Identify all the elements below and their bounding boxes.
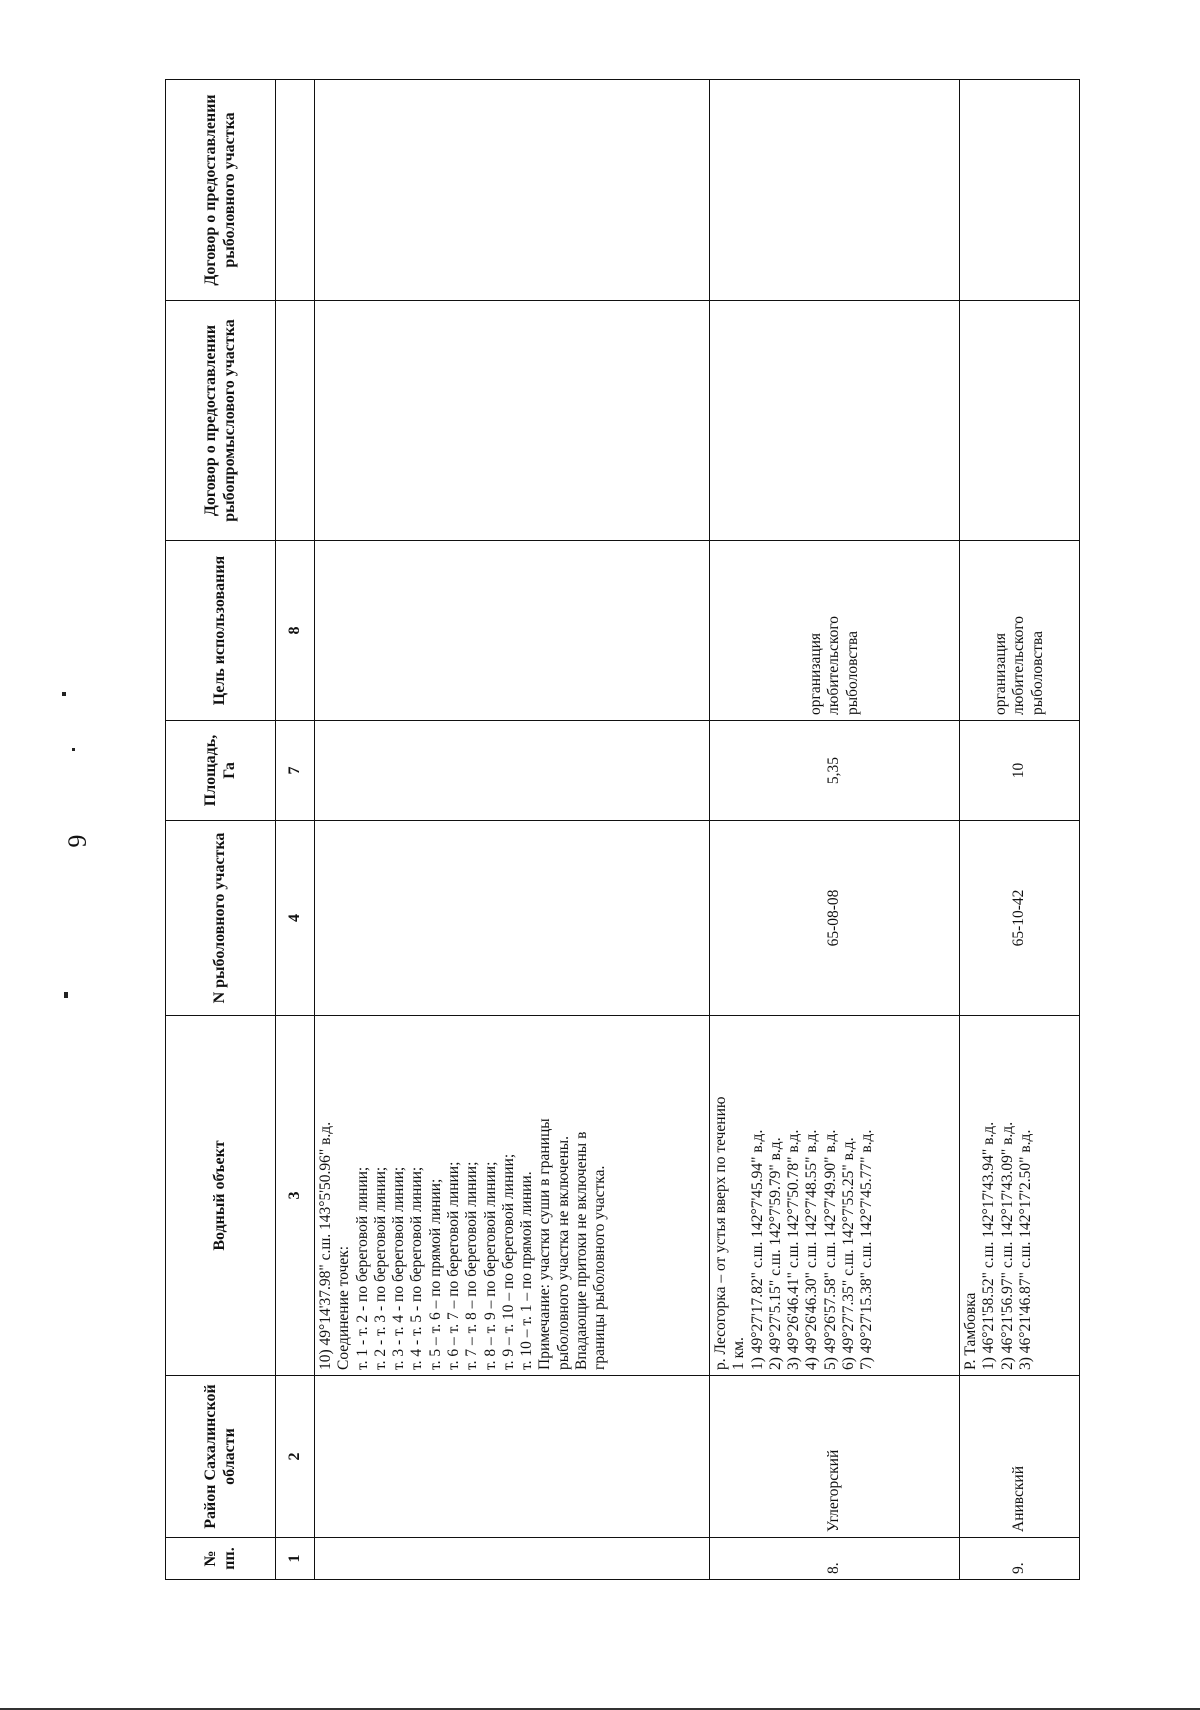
cell-contract-commercial <box>710 301 960 541</box>
text-line: т. 7 – т. 8 – по береговой линии; <box>463 1161 481 1370</box>
column-number: 4 <box>276 821 315 1016</box>
header-num: № пп. <box>166 1538 276 1580</box>
text-line: т. 6 – т. 7 – по береговой линии; <box>444 1161 462 1370</box>
cell-purpose <box>315 541 710 721</box>
cell-site-number: 65-08-08 <box>710 821 960 1016</box>
cell-district <box>315 1376 710 1538</box>
cell-contract-fishing <box>710 80 960 301</box>
cell-district: Анивский <box>960 1376 1080 1538</box>
text-line: т. 9 – т. 10 – по береговой линии; <box>499 1153 517 1370</box>
text-line: Впадающие притоки не включены в <box>572 1131 590 1370</box>
text-line: 2) 49°27'5.15" с.ш. 142°7'59.79" в.д. <box>766 1137 784 1370</box>
header-row <box>166 80 276 1580</box>
cell-district: Углегорский <box>710 1376 960 1538</box>
scan-speck <box>64 992 68 998</box>
cell-area: 10 <box>960 721 1080 821</box>
fishing-sites-table <box>165 79 1080 1580</box>
header-site-number: N рыболовного участка <box>166 821 276 1016</box>
scan-speck <box>72 748 75 751</box>
continuation-row <box>315 80 710 1580</box>
cell-purpose: организация любительского рыболовства <box>710 541 960 721</box>
cell-num: 8. <box>710 1538 960 1580</box>
cell-contract-commercial <box>315 301 710 541</box>
header-district: Район Сахалинской области <box>166 1376 276 1538</box>
text-line: 5) 49°26'57.58" с.ш. 142°7'49.90" в.д. <box>821 1129 839 1370</box>
header-area: Площадь, Га <box>166 721 276 821</box>
text-line: т. 10 – т. 1 – по прямой линии. <box>518 1171 536 1370</box>
table-row <box>960 80 1080 1580</box>
cell-contract-fishing <box>960 80 1080 301</box>
cell-site-number: 65-10-42 <box>960 821 1080 1016</box>
cell-num <box>315 1538 710 1580</box>
text-line: Примечание: участки суши в границы <box>536 1118 554 1370</box>
column-number <box>276 301 315 541</box>
text-line: т. 8 – т. 9 – по береговой линии; <box>481 1161 499 1370</box>
column-number-row <box>276 80 315 1580</box>
scan-speck <box>62 692 66 696</box>
cell-contract-commercial <box>960 301 1080 541</box>
column-number: 7 <box>276 721 315 821</box>
column-number: 3 <box>276 1016 315 1376</box>
text-line: 10) 49°14'37.98" с.ш. 143°5'50.96" в.д. <box>317 1121 334 1370</box>
text-line: границы рыболовного участка. <box>591 1165 609 1370</box>
column-number: 1 <box>276 1538 315 1580</box>
table-row <box>710 80 960 1580</box>
text-line: 1) 46°21'58.52" с.ш. 142°17'43.94" в.д. <box>980 1121 998 1370</box>
text-line: 4) 49°26'46.30" с.ш. 142°7'48.55" в.д. <box>803 1129 821 1370</box>
header-contract-commercial: Договор о предоставлении рыбопромыслового участка <box>166 301 276 541</box>
text-line: 3) 46°21'46.87" с.ш. 142°17'2.50" в.д. <box>1016 1129 1034 1370</box>
cell-water-object <box>710 1016 960 1376</box>
cell-contract-fishing <box>315 80 710 301</box>
cell-purpose: организация любительского рыболовства <box>960 541 1080 721</box>
text-line: рыболовного участка не включены. <box>554 1135 572 1370</box>
text-line: т. 5 – т. 6 – по прямой линии; <box>426 1178 444 1370</box>
text-line: Соединение точек: <box>335 1245 353 1370</box>
cell-site-number <box>315 821 710 1016</box>
cell-water-object <box>960 1016 1080 1376</box>
text-line: т. 4 - т. 5 - по береговой линии; <box>408 1166 426 1370</box>
text-line: 1) 49°27'17.82" с.ш. 142°7'45.94" в.д. <box>748 1129 766 1370</box>
text-line: Р. Тамбовка <box>962 1292 979 1370</box>
cell-area <box>315 721 710 821</box>
header-water-object: Водный объект <box>166 1016 276 1376</box>
text-line: 6) 49°27'7.35" с.ш. 142°7'55.25" в.д. <box>839 1137 857 1370</box>
column-number: 8 <box>276 541 315 721</box>
text-line: р. Лесогорка – от устья вверх по течению <box>712 1096 729 1370</box>
text-line: 1 км. <box>730 1337 748 1370</box>
text-line: 7) 49°27'15.38" с.ш. 142°7'45.77" в.д. <box>858 1129 876 1370</box>
text-line: 3) 49°26'46.41" с.ш. 142°7'50.78" в.д. <box>785 1129 803 1370</box>
column-number <box>276 80 315 301</box>
cell-num: 9. <box>960 1538 1080 1580</box>
page-number: 6 <box>62 834 92 848</box>
text-line: т. 1 - т. 2 - по береговой линии; <box>353 1166 371 1370</box>
column-number: 2 <box>276 1376 315 1538</box>
cell-area: 5,35 <box>710 721 960 821</box>
text-line: 2) 46°21'56.97" с.ш. 142°17'43.09" в.д. <box>998 1121 1016 1370</box>
cell-water-object <box>315 1016 710 1376</box>
text-line: т. 2 - т. 3 - по береговой линии; <box>371 1166 389 1370</box>
text-line: т. 3 - т. 4 - по береговой линии; <box>390 1166 408 1370</box>
rotated-table-wrapper <box>165 80 1080 1580</box>
header-contract-fishing: Договор о предоставлении рыболовного участка <box>166 80 276 301</box>
header-purpose: Цель использования <box>166 541 276 721</box>
